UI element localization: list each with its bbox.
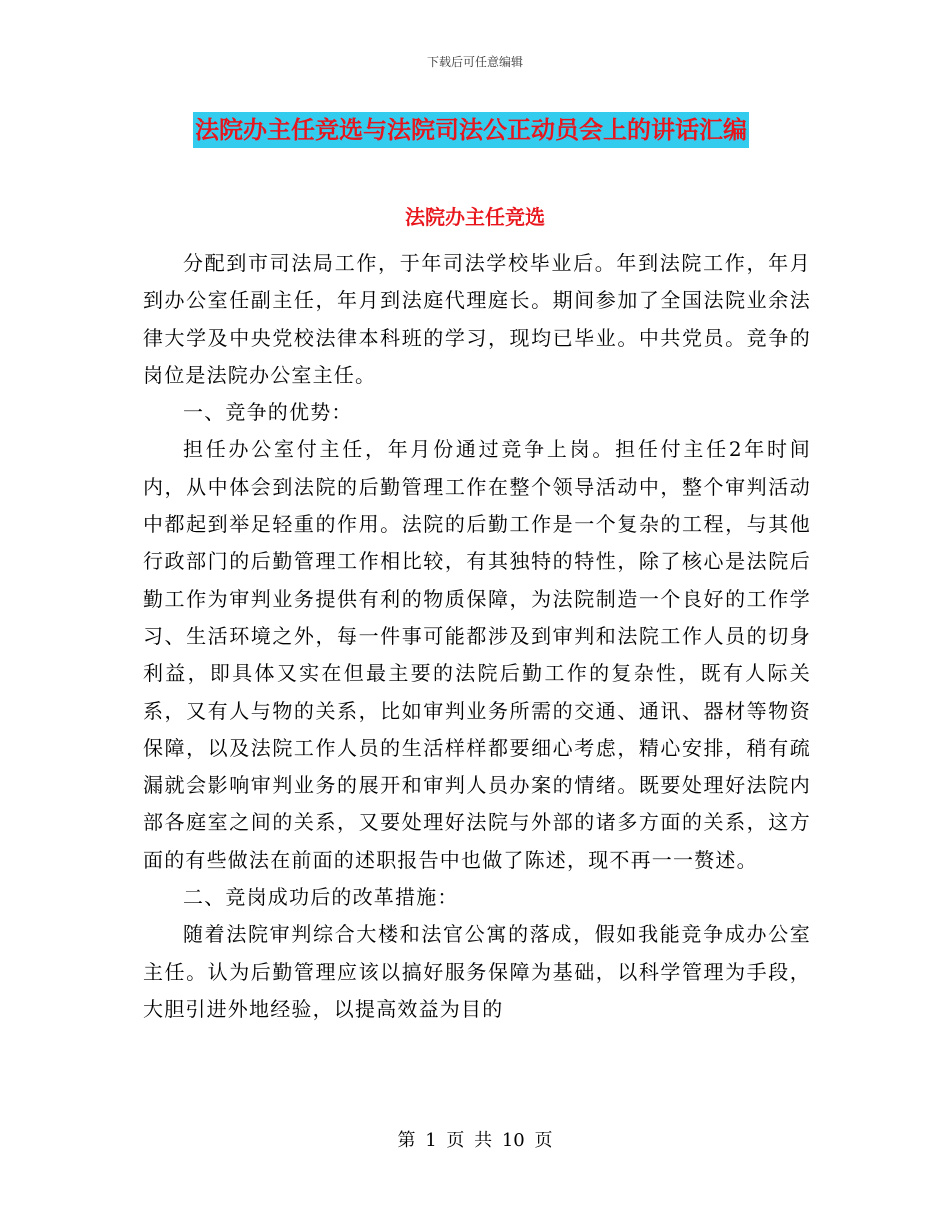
section-title: 法院办主任竞选	[405, 205, 545, 229]
paragraph: 分配到市司法局工作，于年司法学校毕业后。年到法院工作，年月到办公室任副主任，年月到法庭代理庭长。期间参加了全国法院业余法律大学及中央党校法律本科班的学习，现均已毕业。中共党员。竞争的岗位是法院办公室主任。	[143, 251, 811, 387]
body-text	[143, 245, 811, 1028]
paragraph: 担任办公室付主任，年月份通过竞争上岗。担任付主任2年时间内，从中体会到法院的后勤管理工作在整个领导活动中，整个审判活动中都起到举足轻重的作用。法院的后勤工作是一个复杂的工程，与其他行政部门的后勤管理工作相比较，有其独特的特性，除了核心是法院后勤工作为审判业务提供有利的物质保障，为法院制造一个良好的工作学习、生活环境之外，每一件事可能都涉及到审判和法院工作人员的切身利益，即具体又实在但最主要的法院后勤工作的复杂性，既有人际关系，又有人与物的关系，比如审判业务所需的交通、通讯、器材等物资保障，以及法院工作人员的生活样样都要细心考虑，精心安排，稍有疏漏就会影响审判业务的展开和审判人员办案的情绪。既要处理好法院内部各庭室之间的关系，又要处理好法院与外部的诸多方面的关系，这方面的有些做法在前面的述职报告中也做了陈述，现不再一一赘述。	[143, 437, 811, 872]
document-title: 法院办主任竞选与法院司法公正动员会上的讲话汇编	[193, 112, 749, 148]
paragraph: 随着法院审判综合大楼和法官公寓的落成，假如我能竞争成办公室主任。认为后勤管理应该以搞好服务保障为基础，以科学管理为手段，大胆引进外地经验，以提高效益为目的	[143, 922, 811, 1021]
paragraph-heading: 二、竞岗成功后的改革措施：	[183, 885, 459, 910]
page-header-note: 下载后可任意编辑	[426, 55, 523, 69]
paragraph-heading: 一、竞争的优势：	[183, 400, 353, 425]
page-number-footer: 第 1 页 共 10 页	[397, 1130, 553, 1151]
